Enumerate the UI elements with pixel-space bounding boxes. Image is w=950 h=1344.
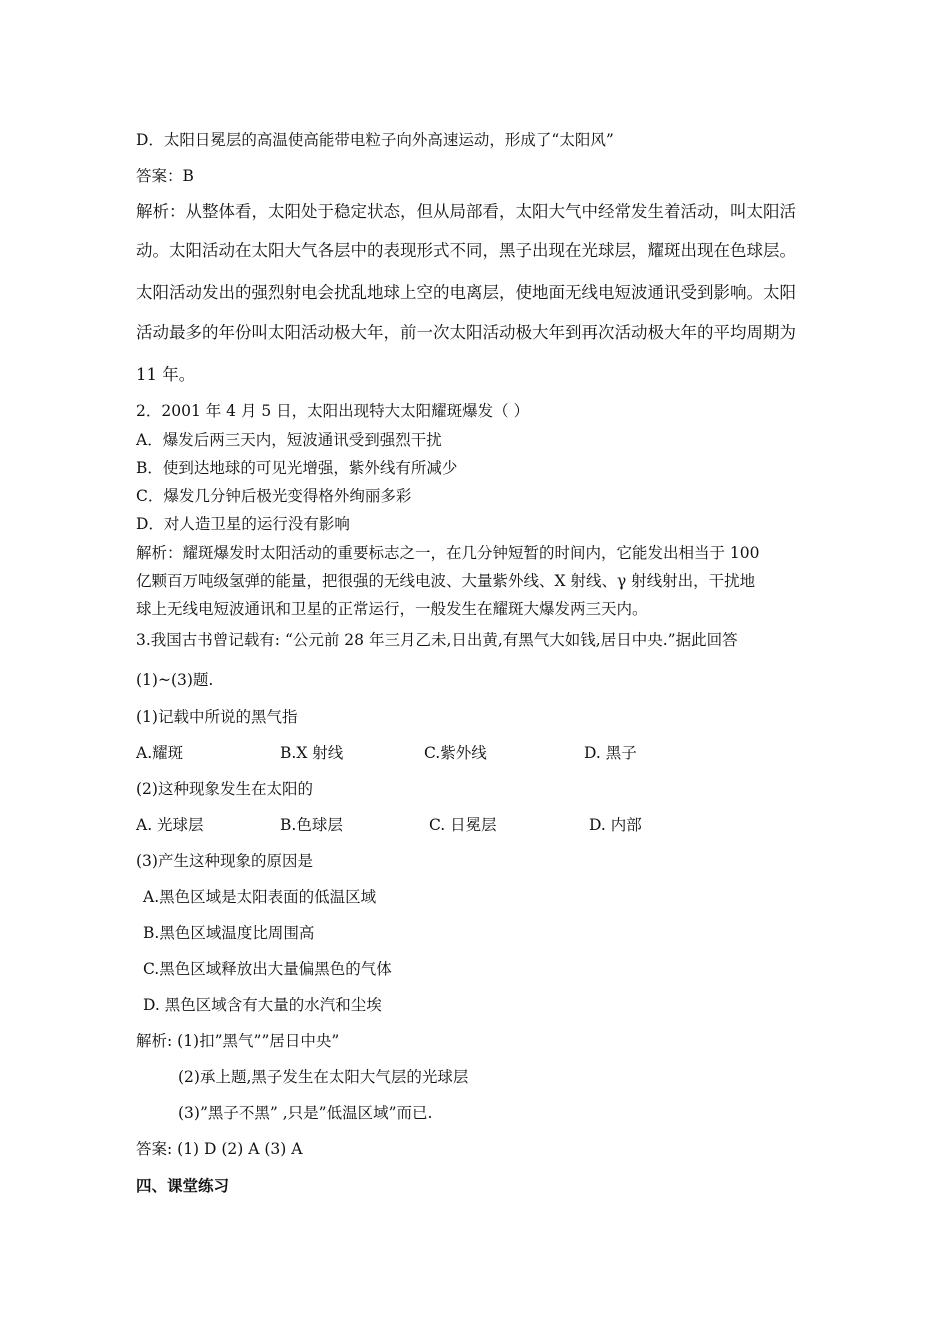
q1-analysis-line: 动。太阳活动在太阳大气各层中的表现形式不同，黑子出现在光球层，耀斑出现在色球层。 <box>136 241 796 260</box>
q2-option: B．使到达地球的可见光增强，紫外线有所减少 <box>136 459 458 477</box>
q3-sub3-stem: (3)产生这种现象的原因是 <box>136 852 313 870</box>
section-heading: 四、课堂练习 <box>136 1176 230 1195</box>
q3-sub3-option: A.黑色区域是太阳表面的低温区域 <box>143 888 377 906</box>
q1-analysis-line: 解析：从整体看，太阳处于稳定状态，但从局部看，太阳大气中经常发生着活动，叫太阳活 <box>136 202 796 221</box>
q1-analysis-line: 活动最多的年份叫太阳活动极大年，前一次太阳活动极大年到再次活动极大年的平均周期为 <box>136 323 796 342</box>
q3-analysis-line: (3)”黑子不黑” ,只是”低温区域”而已. <box>178 1104 433 1122</box>
q3-sub2-stem: (2)这种现象发生在太阳的 <box>136 780 313 798</box>
q3-sub3-option: B.黑色区域温度比周围高 <box>143 924 315 942</box>
q3-sub1-stem: (1)记载中所说的黑气指 <box>136 708 298 726</box>
q1-option-d: D．太阳日冕层的高温使高能带电粒子向外高速运动，形成了“太阳风” <box>136 131 614 149</box>
q3-analysis-line: (2)承上题,黑子发生在太阳大气层的光球层 <box>178 1068 469 1086</box>
q3-sub2-option-a: A. 光球层 <box>136 816 204 834</box>
q2-analysis-line: 亿颗百万吨级氢弹的能量，把很强的无线电波、大量紫外线、X 射线、γ 射线射出，干扰地 <box>136 572 756 590</box>
q3-sub3-option: C.黑色区域释放出大量偏黑色的气体 <box>143 960 392 978</box>
q3-sub2-option-c: C. 日冕层 <box>429 816 497 834</box>
q3-analysis-line: 解析: (1)扣”黑气””居日中央” <box>136 1032 340 1050</box>
q3-sub2-option-d: D. 内部 <box>589 816 642 834</box>
q2-analysis-line: 解析：耀斑爆发时太阳活动的重要标志之一，在几分钟短暂的时间内，它能发出相当于 100 <box>136 544 760 562</box>
q3-sub2-option-b: B.色球层 <box>280 816 343 834</box>
q2-stem: 2．2001 年 4 月 5 日，太阳出现特大太阳耀斑爆发（ ） <box>136 402 530 420</box>
q2-analysis-line: 球上无线电短波通讯和卫星的正常运行，一般发生在耀斑大爆发两三天内。 <box>136 600 648 618</box>
q3-sub1-option-d: D. 黑子 <box>584 744 637 762</box>
q2-option: D．对人造卫星的运行没有影响 <box>136 515 350 533</box>
q1-answer: 答案：B <box>136 167 194 185</box>
q2-option: A．爆发后两三天内，短波通讯受到强烈干扰 <box>136 431 442 449</box>
q3-sub3-option: D. 黑色区域含有大量的水汽和尘埃 <box>143 996 382 1014</box>
q3-answer: 答案: (1) D (2) A (3) A <box>136 1140 303 1158</box>
q3-stem-line: (1)~(3)题. <box>136 671 214 689</box>
q1-analysis-line: 11 年。 <box>136 365 196 384</box>
q3-sub1-option-a: A.耀斑 <box>136 744 184 762</box>
q3-sub1-option-b: B.X 射线 <box>280 744 344 762</box>
q3-stem-line: 3.我国古书曾记载有: “公元前 28 年三月乙未,日出黄,有黑气大如钱,居日中央.”据此回答 <box>136 631 738 649</box>
q3-sub1-option-c: C.紫外线 <box>424 744 487 762</box>
q2-option: C．爆发几分钟后极光变得格外绚丽多彩 <box>136 487 412 505</box>
q1-analysis-line: 太阳活动发出的强烈射电会扰乱地球上空的电离层，使地面无线电短波通讯受到影响。太阳 <box>136 283 796 302</box>
